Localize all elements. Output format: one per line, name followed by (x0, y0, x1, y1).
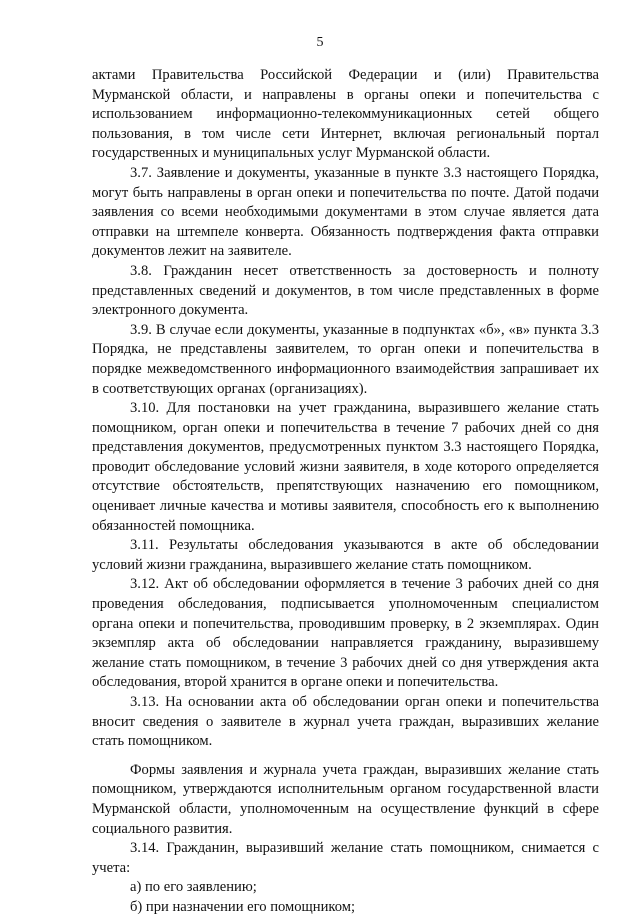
document-body (92, 66, 599, 918)
paragraph-3-13: 3.13. На основании акта об обследовании орган опеки и попечительства вносит сведения о заявителе в журнал учета граждан, выразивших желание стать помощником. (92, 694, 599, 750)
paragraph-3-12: 3.12. Акт об обследовании оформляется в течение 3 рабочих дней со дня проведения обследования, подписывается уполномоченным специалистом органа опеки и попечительства, проводившим проверку, в 2 экземплярах. Один экземпляр акта об обследовании направляется гражданину, выразившему желание стать помощником, в течение 3 рабочих дней со дня утверждения акта обследования, второй хранится в органе опеки и попечительства. (92, 576, 599, 691)
paragraph-3-11: 3.11. Результаты обследования указываются в акте об обследовании условий жизни гражданина, выразившего желание стать помощником. (92, 537, 599, 573)
paragraph-3-10: 3.10. Для постановки на учет гражданина, выразившего желание стать помощником, орган опеки и попечительства в течение 7 рабочих дней со дня представления документов, предусмотренных пунктом 3.3 настоящего Порядка, проводит обследование условий жизни заявителя, в ходе которого определяется отсутствие обстоятельств, препятствующих назначению его помощником, оценивает личные качества и мотивы заявителя, способность его к выполнению обязанностей помощника. (92, 400, 599, 534)
paragraph-3-9: 3.9. В случае если документы, указанные в подпунктах «б», «в» пункта 3.3 Порядка, не представлены заявителем, то орган опеки и попечительства в порядке межведомственного информационного взаимодействия запрашивает их в соответствующих органах (организациях). (92, 321, 599, 397)
list-item-b: б) при назначении его помощником; (130, 898, 356, 915)
paragraph-3-7: 3.7. Заявление и документы, указанные в пункте 3.3 настоящего Порядка, могут быть направлены в орган опеки и попечительства по почте. Датой подачи заявления со всеми необходимыми документами в этом случае является дата отправки на штемпеле конверта. Обязанность подтверждения факта отправки документов лежит на заявителе. (92, 164, 599, 260)
paragraph-continuation: актами Правительства Российской Федерации и (или) Правительства Мурманской области, и направлены в органы опеки и попечительства с использованием информационно-телекоммуникационных сетей общего пользования, в том числе сети Интернет, включая региональный портал государственных и муниципальных услуг Мурманской области. (92, 67, 599, 162)
page-number: 5 (316, 35, 324, 50)
paragraph-3-8: 3.8. Гражданин несет ответственность за достоверность и полноту представленных сведений и документов, в том числе представленных в форме электронного документа. (92, 262, 599, 319)
list-item-a: а) по его заявлению; (130, 879, 257, 896)
paragraph-3-14: 3.14. Гражданин, выразивший желание стать помощником, снимается с учета: (92, 840, 599, 876)
paragraph-forms-approval: Формы заявления и журнала учета граждан, выразивших желание стать помощником, утверждаются исполнительным органом государственной власти Мурманской области, уполномоченным на осуществление функций в сфере социального развития. (92, 761, 599, 837)
